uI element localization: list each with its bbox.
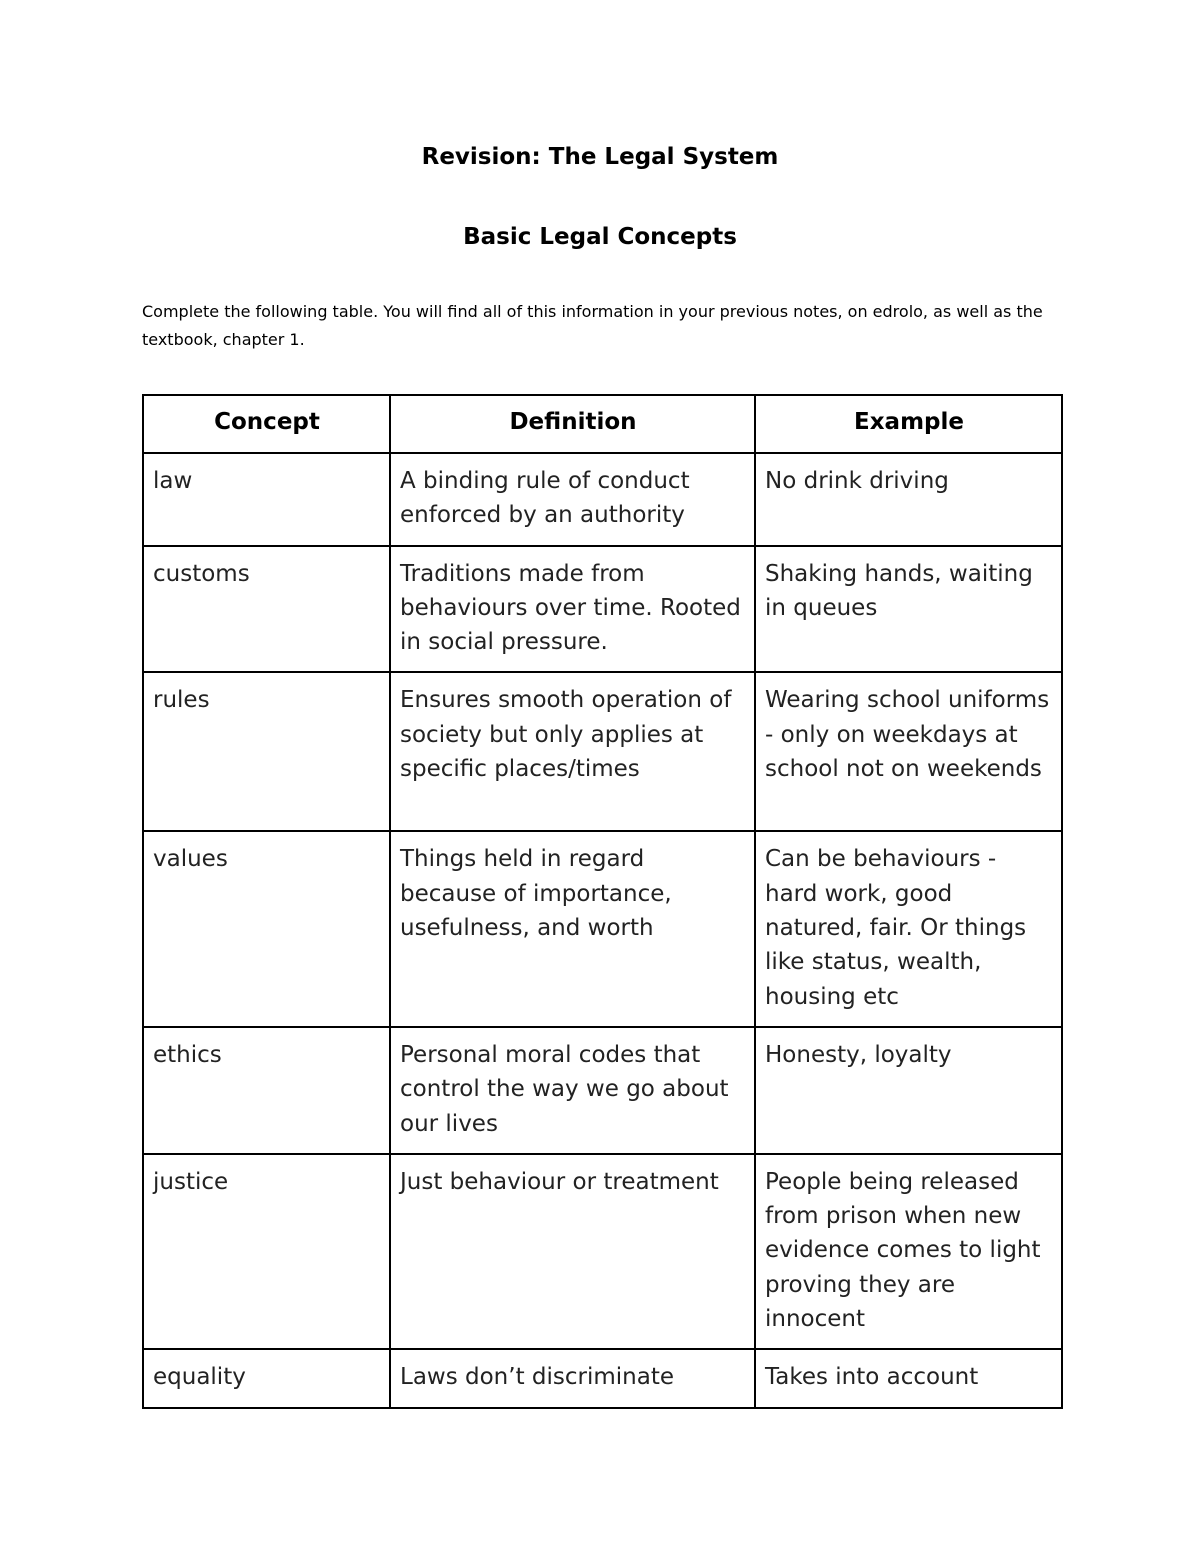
definition-cell: A binding rule of conduct enforced by an authority	[390, 453, 755, 546]
table-row	[143, 672, 1062, 831]
table-row	[143, 1027, 1062, 1154]
example-cell: Honesty, loyalty	[755, 1027, 1062, 1154]
header-definition: Definition	[390, 395, 755, 453]
table-row	[143, 1154, 1062, 1349]
definition-cell: Laws don’t discriminate	[390, 1349, 755, 1407]
table-row	[143, 453, 1062, 546]
table-row	[143, 546, 1062, 673]
example-cell: Wearing school uniforms - only on weekdays at school not on weekends	[755, 672, 1062, 831]
concept-cell: law	[143, 453, 390, 546]
document-subtitle: Basic Legal Concepts	[463, 224, 737, 250]
example-cell: Takes into account	[755, 1349, 1062, 1407]
definition-cell: Just behaviour or treatment	[390, 1154, 755, 1349]
table-row	[143, 831, 1062, 1026]
definition-cell: Personal moral codes that control the way we go about our lives	[390, 1027, 755, 1154]
concepts-table	[142, 394, 1063, 1409]
definition-cell: Things held in regard because of importance, usefulness, and worth	[390, 831, 755, 1026]
document-title: Revision: The Legal System	[421, 144, 779, 170]
concept-cell: values	[143, 831, 390, 1026]
concept-cell: customs	[143, 546, 390, 673]
concept-cell: ethics	[143, 1027, 390, 1154]
instructions-paragraph: Complete the following table. You will find all of this information in your previous notes, on edrolo, as well as the textbook, chapter 1.	[142, 302, 1043, 349]
concept-cell: rules	[143, 672, 390, 831]
header-example: Example	[755, 395, 1062, 453]
example-cell: Shaking hands, waiting in queues	[755, 546, 1062, 673]
table-row	[143, 1349, 1062, 1407]
header-concept: Concept	[143, 395, 390, 453]
concept-cell: equality	[143, 1349, 390, 1407]
example-cell: Can be behaviours - hard work, good natured, fair. Or things like status, wealth, housing etc	[755, 831, 1062, 1026]
example-cell: People being released from prison when new evidence comes to light proving they are innocent	[755, 1154, 1062, 1349]
concept-cell: justice	[143, 1154, 390, 1349]
table-header-row	[143, 395, 1062, 453]
definition-cell: Ensures smooth operation of society but only applies at specific places/times	[390, 672, 755, 831]
definition-cell: Traditions made from behaviours over time. Rooted in social pressure.	[390, 546, 755, 673]
example-cell: No drink driving	[755, 453, 1062, 546]
